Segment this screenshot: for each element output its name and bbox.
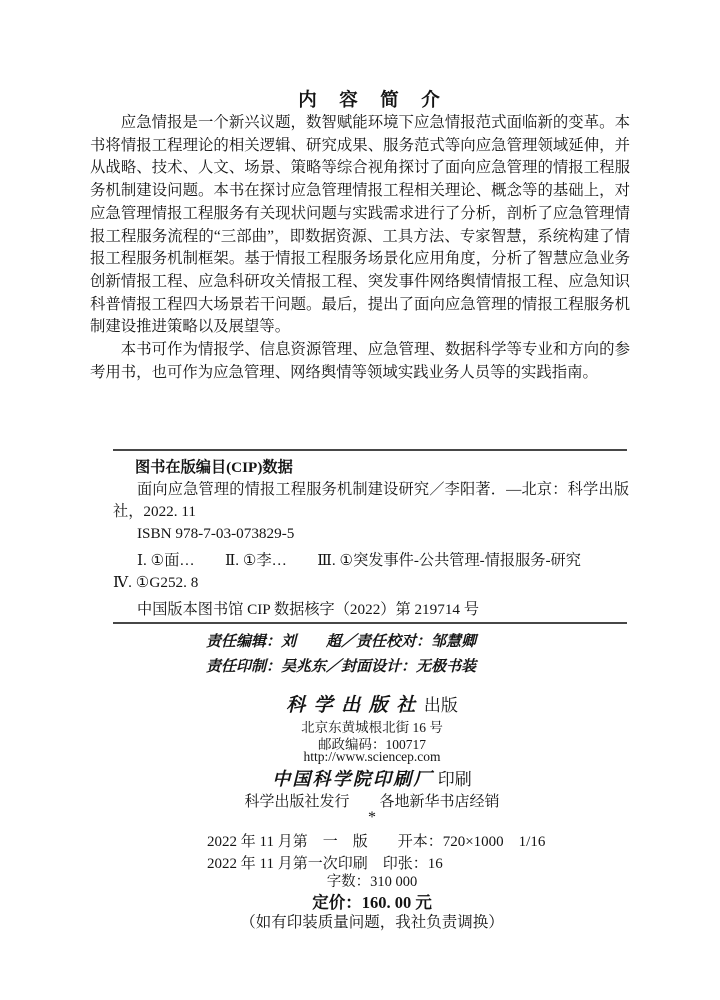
press-address: 北京东黄城根北街 16 号 xyxy=(301,720,443,735)
print-run-block xyxy=(207,831,545,875)
distribution-line: 科学出版社发行 各地新华书店经销 xyxy=(244,794,500,810)
printer-line xyxy=(112,765,632,791)
cip-top-rule xyxy=(113,449,627,451)
science-press-logo: 科学出版社 xyxy=(286,695,424,716)
cip-classification xyxy=(113,550,629,594)
page-title: 内 容 简 介 xyxy=(298,91,442,111)
printer-logo: 中国科学院印刷厂 xyxy=(272,769,434,789)
cip-bottom-rule xyxy=(113,622,627,624)
summary-paragraph-2: 本书可作为情报学、信息资源管理、应急管理、数据科学等专业和方向的参考用书，也可作为应急管理、网络舆情等领域实践业务人员等的实践指南。 xyxy=(90,341,630,381)
press-publish-line xyxy=(112,690,632,717)
publish-label: 出版 xyxy=(423,696,458,715)
press-postcode: 邮政编码：100717 xyxy=(318,737,426,752)
summary-paragraph-1: 应急情报是一个新兴议题，数智赋能环境下应急情报范式面临新的变革。本书将情报工程理论的相关逻辑、研究成果、服务范式等向应急管理领域延伸，并从战略、技术、人文、场景、策略等综合视角探讨了面向应急管理的情报工程服务机制建设问题。本书在探讨应急管理情报工程相关理论、概念等的基础上，对应急管理情报工程服务有关现状问题与实践需求进行了分析，剖析了应急管理情报工程服务流程的“三部曲”，即数据资源、工具方法、专家智慧，系统构建了情报工程服务机制框架。基于情报工程服务场景化应用角度，分析了智慧应急业务创新情报工程、应急科研攻关情报工程、突发事件网络舆情情报工程、应急知识科普情报工程四大场景若干问题。最后，提出了面向应急管理的情报工程服务机制建设推进策略以及展望等。 xyxy=(90,114,630,336)
cip-registry-number: 中国版本图书馆 CIP 数据核字（2022）第 219714 号 xyxy=(137,601,480,618)
edition-line: 2022 年 11 月第 一 版 开本：720×1000 1/16 xyxy=(207,834,546,850)
print-label: 印刷 xyxy=(437,770,472,789)
impression-line: 2022 年 11 月第一次印刷 印张：16 xyxy=(207,856,443,872)
credits-editor-line: 责任编辑：刘 超／责任校对：邹慧卿 xyxy=(205,634,476,650)
cip-classification-line2: Ⅳ. ①G252. 8 xyxy=(113,574,199,591)
cip-heading: 图书在版编目(CIP)数据 xyxy=(135,459,293,476)
cip-isbn: ISBN 978-7-03-073829-5 xyxy=(137,525,295,542)
staff-credits xyxy=(61,630,621,680)
cip-block xyxy=(113,457,629,621)
cip-entry: 面向应急管理的情报工程服务机制建设研究／李阳著．—北京：科学出版社，2022. 11 xyxy=(113,481,629,520)
press-website: http://www.sciencep.com xyxy=(303,749,441,764)
credits-printing-line: 责任印制：吴兆东／封面设计：无极书装 xyxy=(205,659,476,675)
cip-classification-line1: Ⅰ. ①面… Ⅱ. ①李… Ⅲ. ①突发事件-公共管理-情报服务-研究 xyxy=(137,552,581,569)
quality-notice-line: （如有印装质量问题，我社负责调换） xyxy=(240,914,504,931)
section-divider-star: * xyxy=(368,809,376,826)
price-line: 定价：160. 00 元 xyxy=(312,893,432,912)
word-count-line: 字数：310 000 xyxy=(326,874,418,890)
content-summary xyxy=(90,112,630,384)
